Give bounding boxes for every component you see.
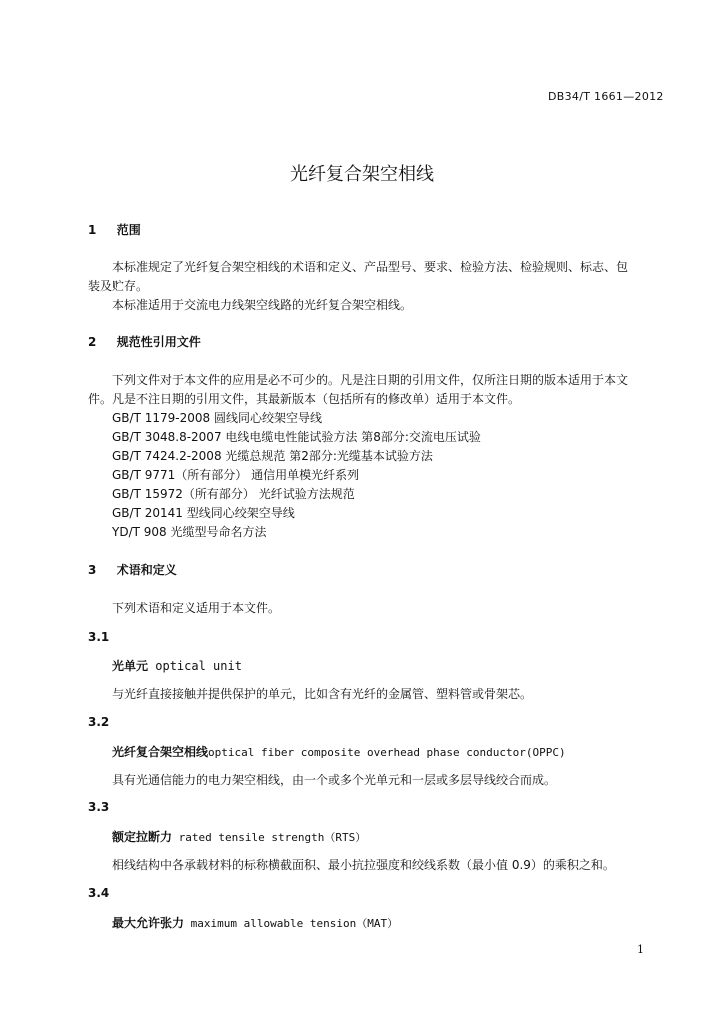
term-cn: 额定拉断力 <box>112 830 173 844</box>
term-heading <box>112 657 242 674</box>
reference-item: GB/T 7424.2-2008 光缆总规范 第2部分:光缆基本试验方法 <box>112 449 433 463</box>
term-number: 3.3 <box>88 800 110 814</box>
reference-item: GB/T 9771（所有部分） 通信用单模光纤系列 <box>112 468 360 482</box>
page-number: 1 <box>637 943 644 956</box>
reference-item: GB/T 15972（所有部分） 光纤试验方法规范 <box>112 487 355 501</box>
section-2-number: 2 <box>88 335 97 349</box>
reference-item: GB/T 1179-2008 圆线同心绞架空导线 <box>112 411 322 425</box>
term-en: maximum allowable tension（MAT） <box>184 917 399 930</box>
term-en: rated tensile strength（RTS） <box>172 831 367 844</box>
reference-item: GB/T 3048.8-2007 电线电缆电性能试验方法 第8部分:交流电压试验 <box>112 430 481 444</box>
term-definition: 具有光通信能力的电力架空相线，由一个或多个光单元和一层或多层导线绞合而成。 <box>112 773 557 787</box>
section-2-title: 规范性引用文件 <box>116 335 201 349</box>
references-intro-line-1: 下列文件对于本文件的应用是必不可少的。凡是注日期的引用文件，仅所注日期的版本适用于本文 <box>112 373 629 387</box>
term-number: 3.4 <box>88 886 110 900</box>
reference-item: GB/T 20141 型线同心绞架空导线 <box>112 506 295 520</box>
references-intro-line-2: 件。凡是不注日期的引用文件，其最新版本（包括所有的修改单）适用于本文件。 <box>88 392 521 406</box>
section-3-heading <box>88 561 177 578</box>
section-3-number: 3 <box>88 563 97 577</box>
section-1-heading <box>88 221 141 238</box>
section-3-title: 术语和定义 <box>116 563 177 577</box>
document-code: DB34/T 1661—2012 <box>548 90 664 103</box>
document-title: 光纤复合架空相线 <box>290 164 434 185</box>
term-en: optical fiber composite overhead phase conductor(OPPC) <box>208 746 566 759</box>
scope-paragraph-1-line-1: 本标准规定了光纤复合架空相线的术语和定义、产品型号、要求、检验方法、检验规则、标志、包 <box>112 260 629 274</box>
term-cn: 光纤复合架空相线 <box>112 745 209 759</box>
section-1-number: 1 <box>88 223 97 237</box>
term-heading <box>112 914 398 931</box>
term-definition: 与光纤直接接触并提供保护的单元，比如含有光纤的金属管、塑料管或骨架芯。 <box>112 687 533 701</box>
terms-intro: 下列术语和定义适用于本文件。 <box>112 601 281 615</box>
section-1-title: 范围 <box>116 223 141 237</box>
section-2-heading <box>88 333 201 350</box>
reference-item: YD/T 908 光缆型号命名方法 <box>112 525 267 539</box>
term-number: 3.1 <box>88 630 110 644</box>
term-en: optical unit <box>148 659 242 673</box>
term-heading <box>112 828 366 845</box>
term-heading <box>112 743 566 760</box>
term-definition: 相线结构中各承载材料的标称横截面积、最小抗拉强度和绞线系数（最小值 0.9）的乘积之和。 <box>112 858 615 872</box>
term-cn: 最大允许张力 <box>112 916 185 930</box>
scope-paragraph-2: 本标准适用于交流电力线架空线路的光纤复合架空相线。 <box>112 298 413 312</box>
scope-paragraph-1-line-2: 装及贮存。 <box>88 279 149 293</box>
term-number: 3.2 <box>88 715 110 729</box>
term-cn: 光单元 <box>112 659 149 673</box>
